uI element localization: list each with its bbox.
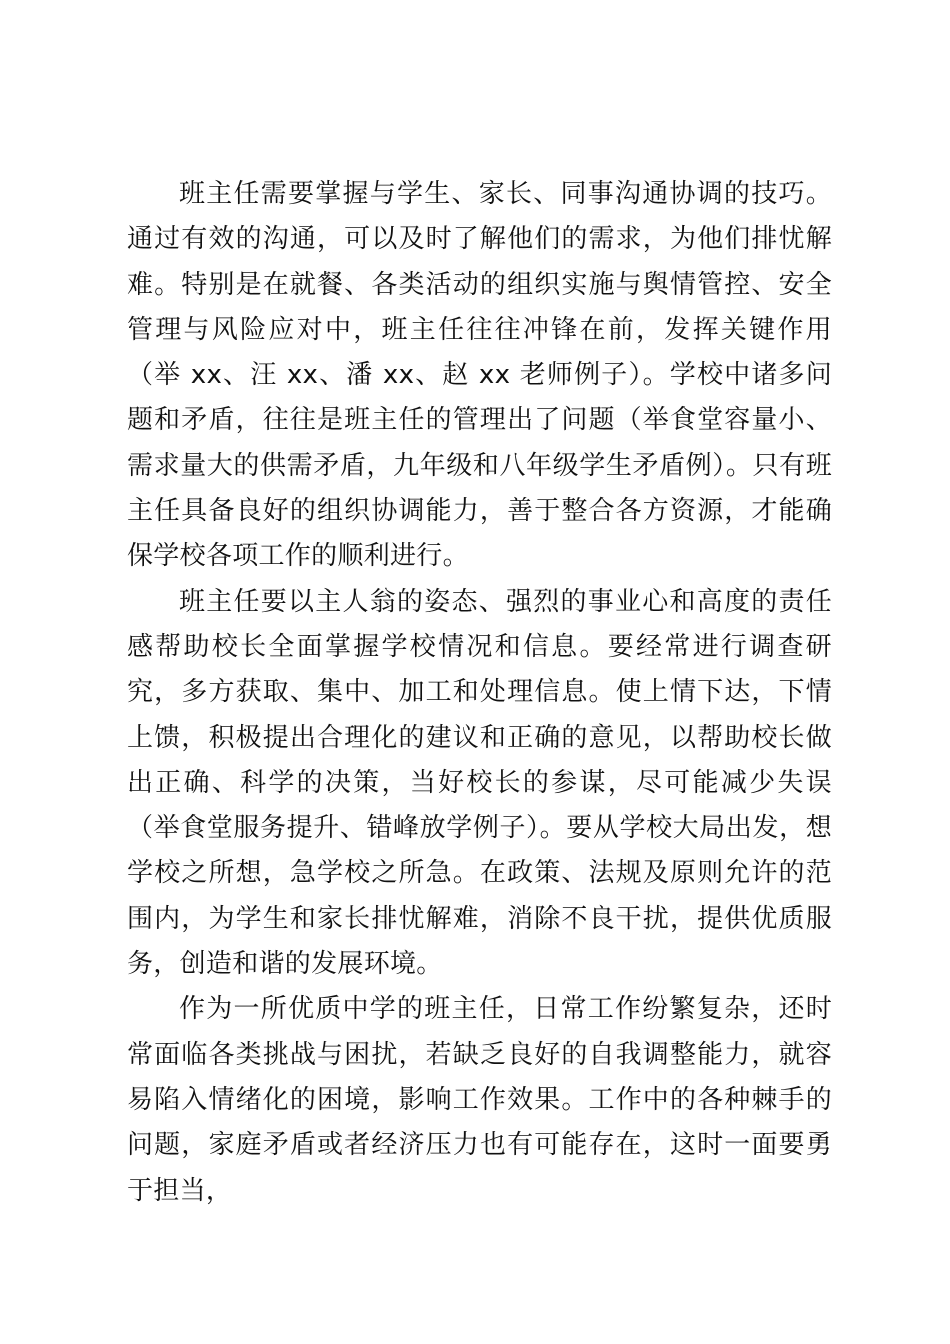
paragraph-communication-skills: 班主任需要掌握与学生、家长、同事沟通协调的技巧。通过有效的沟通，可以及时了解他们的需求，为他们排忧解难。特别是在就餐、各类活动的组织实施与舆情管控、安全管理与风险应对中，班主任往往冲锋在前，发挥关键作用（举 xx、汪 xx、潘 xx、赵 xx 老师例子）。学校中诸多问题和矛盾，往往是班主任的管理出了问题（举食堂容量小、需求量大的供需矛盾，九年级和八年级学生矛盾例）。只有班主任具备良好的组织协调能力，善于整合各方资源，才能确保学校各项工作的顺利进行。 [127,179,832,572]
paragraph-self-adjustment: 作为一所优质中学的班主任，日常工作纷繁复杂，还时常面临各类挑战与困扰，若缺乏良好的自我调整能力，就容易陷入情绪化的困境，影响工作效果。工作中的各种棘手的问题，家庭矛盾或者经济压力也有可能存在，这时一面要勇于担当， [127,994,832,1206]
document-body [127,172,832,1214]
paragraph-assist-principal: 班主任要以主人翁的姿态、强烈的事业心和高度的责任感帮助校长全面掌握学校情况和信息。要经常进行调查研究，多方获取、集中、加工和处理信息。使上情下达，下情上馈，积极提出合理化的建议和正确的意见，以帮助校长做出正确、科学的决策，当好校长的参谋，尽可能减少失误（举食堂服务提升、错峰放学例子）。要从学校大局出发，想学校之所想，急学校之所急。在政策、法规及原则允许的范围内，为学生和家长排忧解难，消除不良干扰，提供优质服务，创造和谐的发展环境。 [127,586,832,980]
